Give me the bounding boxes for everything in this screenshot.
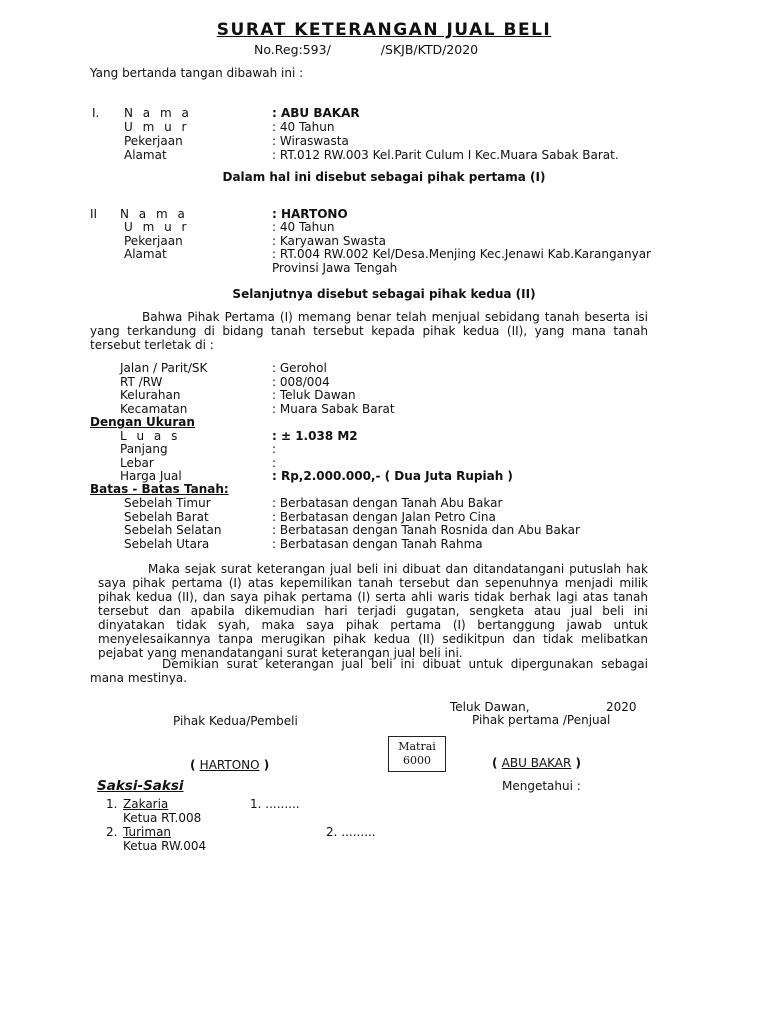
saksi1-signature-line: 1. ......... [250, 797, 300, 811]
lebar-label: Lebar [120, 456, 154, 470]
party2-caption: Selanjutnya disebut sebagai pihak kedua (II) [232, 287, 536, 301]
registration-number [254, 42, 478, 57]
harga-value: : Rp,2.000.000,- ( Dua Juta Rupiah ) [272, 469, 513, 483]
noreg-prefix: No.Reg:593/ [254, 42, 331, 57]
utara-label: Sebelah Utara [124, 537, 210, 551]
lebar-value: : [272, 456, 277, 470]
panjang-label: Panjang [120, 442, 168, 456]
party1-pekerjaan-label: Pekerjaan [124, 134, 183, 148]
saksi2-number: 2. [106, 825, 118, 839]
matrai-value: 6000 [403, 754, 431, 767]
party1-umur-value: : 40 Tahun [272, 120, 335, 134]
seller-paren-close: ) [571, 756, 582, 770]
sign-place: Teluk Dawan, [450, 700, 530, 714]
pihak-pertama-role: Pihak pertama /Penjual [472, 713, 611, 727]
rt-rw-value: : 008/004 [272, 375, 330, 389]
saksi-heading: Saksi-Saksi [97, 778, 184, 794]
matrai-label: Matrai [398, 740, 436, 753]
luas-label: L u a s [120, 429, 181, 443]
kelurahan-value: : Teluk Dawan [272, 388, 356, 402]
mengetahui-label: Mengetahui : [502, 779, 581, 793]
party2-nama-label: N a m a [120, 207, 188, 221]
party1-alamat-value: : RT.012 RW.003 Kel.Parit Culum I Kec.Muara Sabak Barat. [272, 148, 619, 162]
party1-pekerjaan-value: : Wiraswasta [272, 134, 349, 148]
batas-heading: Batas - Batas Tanah: [90, 482, 229, 496]
seller-paren-open: ( [492, 756, 502, 770]
barat-value: : Berbatasan dengan Jalan Petro Cina [272, 510, 496, 524]
party1-nama-value: : ABU BAKAR [272, 106, 360, 120]
ukuran-heading: Dengan Ukuran [90, 415, 195, 429]
harga-label: Harga Jual [120, 469, 182, 483]
selatan-value: : Berbatasan dengan Tanah Rosnida dan Abu Bakar [272, 523, 580, 537]
party2-alamat-label: Alamat [124, 247, 167, 261]
panjang-value: : [272, 442, 277, 456]
closing-paragraph: Demikian surat keterangan jual beli ini dibuat untuk dipergunakan sebagai mana mestinya. [90, 657, 648, 685]
seller-name: ABU BAKAR [501, 756, 572, 770]
party2-alamat-line2: Provinsi Jawa Tengah [272, 261, 398, 275]
party2-alamat-line1: : RT.004 RW.002 Kel/Desa.Menjing Kec.Jenawi Kab.Karanganyar [272, 247, 651, 261]
buyer-signature-name [190, 758, 269, 772]
matrai-stamp-box [388, 736, 446, 772]
party2-umur-value: : 40 Tahun [272, 220, 335, 234]
document-title: SURAT KETERANGAN JUAL BELI [216, 20, 552, 40]
utara-value: : Berbatasan dengan Tanah Rahma [272, 537, 483, 551]
saksi2-name: Turiman [123, 825, 172, 839]
buyer-paren-open: ( [190, 758, 200, 772]
pihak-kedua-role: Pihak Kedua/Pembeli [173, 714, 298, 728]
party1-number: I. [92, 106, 100, 120]
saksi2-role: Ketua RW.004 [123, 839, 207, 853]
party2-nama-value: : HARTONO [272, 207, 348, 221]
party1-alamat-label: Alamat [124, 148, 167, 162]
rt-rw-label: RT /RW [120, 375, 163, 389]
statement-paragraph: Bahwa Pihak Pertama (I) memang benar telah menjual sebidang tanah beserta isi yang terkandung di bidang tanah tersebut kepada pihak kedua (II), yang mana tanah tersebut terletak di : [90, 310, 648, 352]
sign-year: 2020 [606, 700, 637, 714]
transfer-paragraph: Maka sejak surat keterangan jual beli ini dibuat dan ditandatangani putuslah hak saya pihak pertama (I) atas kepemilikan tanah tersebut dan sepenuhnya menjadi milik pihak kedua (II), dan saya pihak pertama (I) serta ahli waris tidak berhak lagi atas tanah tersebut dan apabila dikemudian hari terjadi gugatan, sengketa atau jual beli ini dinyatakan tidak syah, maka saya pihak pertama (I) bertanggung jawab untuk menyelesaikannya tanpa merugikan pihak kedua (II) sedikitpun dan tidak melibatkan pejabat yang menandatangani surat keterangan jual beli ini. [98, 562, 648, 660]
timur-label: Sebelah Timur [124, 496, 211, 510]
seller-signature-name [492, 756, 581, 770]
noreg-suffix: /SKJB/KTD/2020 [380, 42, 479, 57]
party1-umur-label: U m u r [124, 120, 190, 134]
jalan-label: Jalan / Parit/SK [120, 361, 208, 375]
saksi1-number: 1. [106, 797, 118, 811]
luas-value: : ± 1.038 M2 [272, 429, 358, 443]
kecamatan-label: Kecamatan [120, 402, 188, 416]
party1-nama-label: N a m a [124, 106, 192, 120]
selatan-label: Sebelah Selatan [124, 523, 222, 537]
party1-caption: Dalam hal ini disebut sebagai pihak pertama (I) [222, 170, 546, 184]
barat-label: Sebelah Barat [124, 510, 209, 524]
party2-umur-label: U m u r [124, 220, 190, 234]
timur-value: : Berbatasan dengan Tanah Abu Bakar [272, 496, 503, 510]
party2-pekerjaan-value: : Karyawan Swasta [272, 234, 386, 248]
buyer-name: HARTONO [199, 758, 260, 772]
kecamatan-value: : Muara Sabak Barat [272, 402, 395, 416]
kelurahan-label: Kelurahan [120, 388, 181, 402]
saksi2-signature-line: 2. ......... [326, 825, 376, 839]
saksi1-name: Zakaria [123, 797, 169, 811]
jalan-value: : Gerohol [272, 361, 327, 375]
intro-text: Yang bertanda tangan dibawah ini : [90, 66, 304, 80]
party2-pekerjaan-label: Pekerjaan [124, 234, 183, 248]
saksi1-role: Ketua RT.008 [123, 811, 202, 825]
buyer-paren-close: ) [259, 758, 270, 772]
party2-number: II [90, 207, 98, 221]
